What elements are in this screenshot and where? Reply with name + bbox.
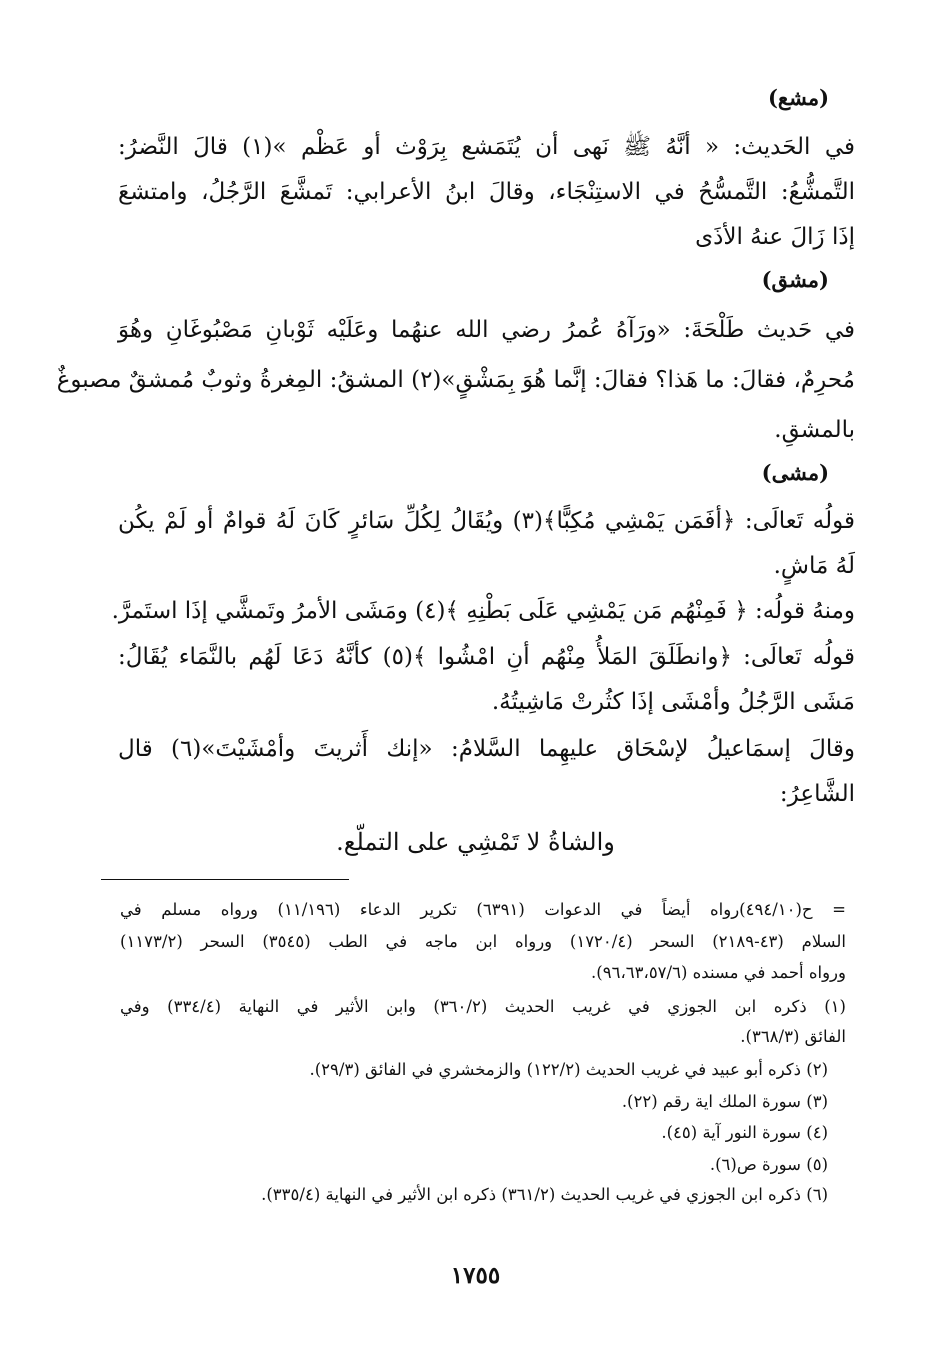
page-number: ١٧٥٥ (450, 1262, 501, 1289)
poetry-verse: والشاةُ لا تَمْشِي على التملّع. (336, 828, 615, 856)
footnote-1: (١) ذكره ابن الجوزي في غريب الحديث (٣٦٠/٢) وابن الأثير في النهاية (٣٣٤/٤) وفي (120, 997, 846, 1016)
footnote-line: السلام (٤٣-٢١٨٩) السحر (١٧٢٠/٤) ورواه ابن ماجه في الطب (٣٥٤٥) السحر (١١٧٣/٢) (120, 932, 846, 951)
footnote-3: (٣) سورة الملك اية رقم (٢٢). (621, 1092, 828, 1111)
text-line: التَّمشُّعُ: التَّمسُّحُ في الاستِنْجَاء، وقالَ ابنُ الأعرابي: تَمشَّعَ الرَّجُلُ، وامتشعَ (118, 179, 855, 205)
text-line: لَهُ مَاشٍ. (773, 553, 855, 579)
text-line: الشَّاعِرُ: (779, 781, 855, 807)
footnote-separator (101, 879, 349, 880)
footnote-line: = ح(٤٩٤/١٠)رواه أيضاً في الدعوات (٦٣٩١) تكرير الدعاء (١١/١٩٦) ورواه مسلم في (120, 900, 846, 919)
footnote-4: (٤) سورة النور آية (٤٥). (661, 1123, 828, 1142)
text-line: إذَا زَالَ عنهُ الأذَى (695, 224, 855, 250)
entry-heading-mashy: (مشى) (761, 460, 829, 485)
footnote-6: (٦) ذكره ابن الجوزي في غريب الحديث (٣٦١/٢) ذكره ابن الأثير في النهاية (٣٣٥/٤). (261, 1185, 828, 1204)
text-line: مُحرِمٌ، فقالَ: ما هَذا؟ فقالَ: إنَّما هُوَ بِمَشْقٍ»(٢) المشقُ: المِغرةُ وثوبٌ مُمشقٌ مصبوغٌ (56, 367, 855, 393)
text-line: في الحَديث: « أنَّهُ ﷺ نَهى أن يُتَمَشع بِرَوْث أو عَظْم »(١) قالَ النَّضرُ: (118, 134, 855, 160)
text-line: قولُه تَعالَى: ﴿أفَمَن يَمْشِي مُكِبًّا﴾(٣) ويُقَالُ لِكُلِّ سَائرٍ كَانَ لَهُ قوامٌ أو لَمْ يكُن (118, 508, 855, 534)
text-line: مَشَى الرَّجُلُ وأمْشَى إذَا كثُرتْ مَاشِيتُهُ. (491, 689, 855, 715)
text-line: وقالَ إسمَاعيلُ لإسْحَاق عليهِما السَّلامُ: «إنك أَثريتَ وأمْشَيْتَ»(٦) قال (118, 736, 855, 762)
footnote-2: (٢) ذكره أبو عبيد في غريب الحديث (١٢٢/٢) والزمخشري في الفائق (٢٩/٣). (309, 1060, 828, 1079)
text-line: ومنهُ قولُه: ﴿ فَمِنْهُم مَن يَمْشِي عَلَى بَطْنِهِ ﴾(٤) ومَشَى الأمرُ وتَمشَّي إذَا استَمرَّ. (111, 598, 855, 624)
footnote-5: (٥) سورة ص(٦). (709, 1155, 828, 1174)
text-line: في حَديث طَلْحَةَ: «ورَآهُ عُمرُ رضي الله عنهُما وعَلَيْه ثَوْبانِ مَصْبُوغَانِ وهُوَ (118, 317, 855, 343)
entry-heading-mashq: (مشق) (761, 267, 829, 292)
footnote-1-cont: الفائق (٣٦٨/٣). (740, 1027, 846, 1046)
footnote-line: ورواه أحمد في مسنده (٩٦،٦٣،٥٧/٦). (591, 963, 846, 982)
entry-heading-mash: (مشع) (767, 85, 829, 110)
text-line: بالمشقِ. (774, 417, 855, 443)
text-line: قولُه تَعالَى: ﴿وانطَلَقَ المَلأُ مِنْهُم أنِ امْشُوا ﴾(٥) كأنَّهُ دَعَا لَهُم بالنَّمَاء يُقَالُ: (118, 644, 855, 670)
